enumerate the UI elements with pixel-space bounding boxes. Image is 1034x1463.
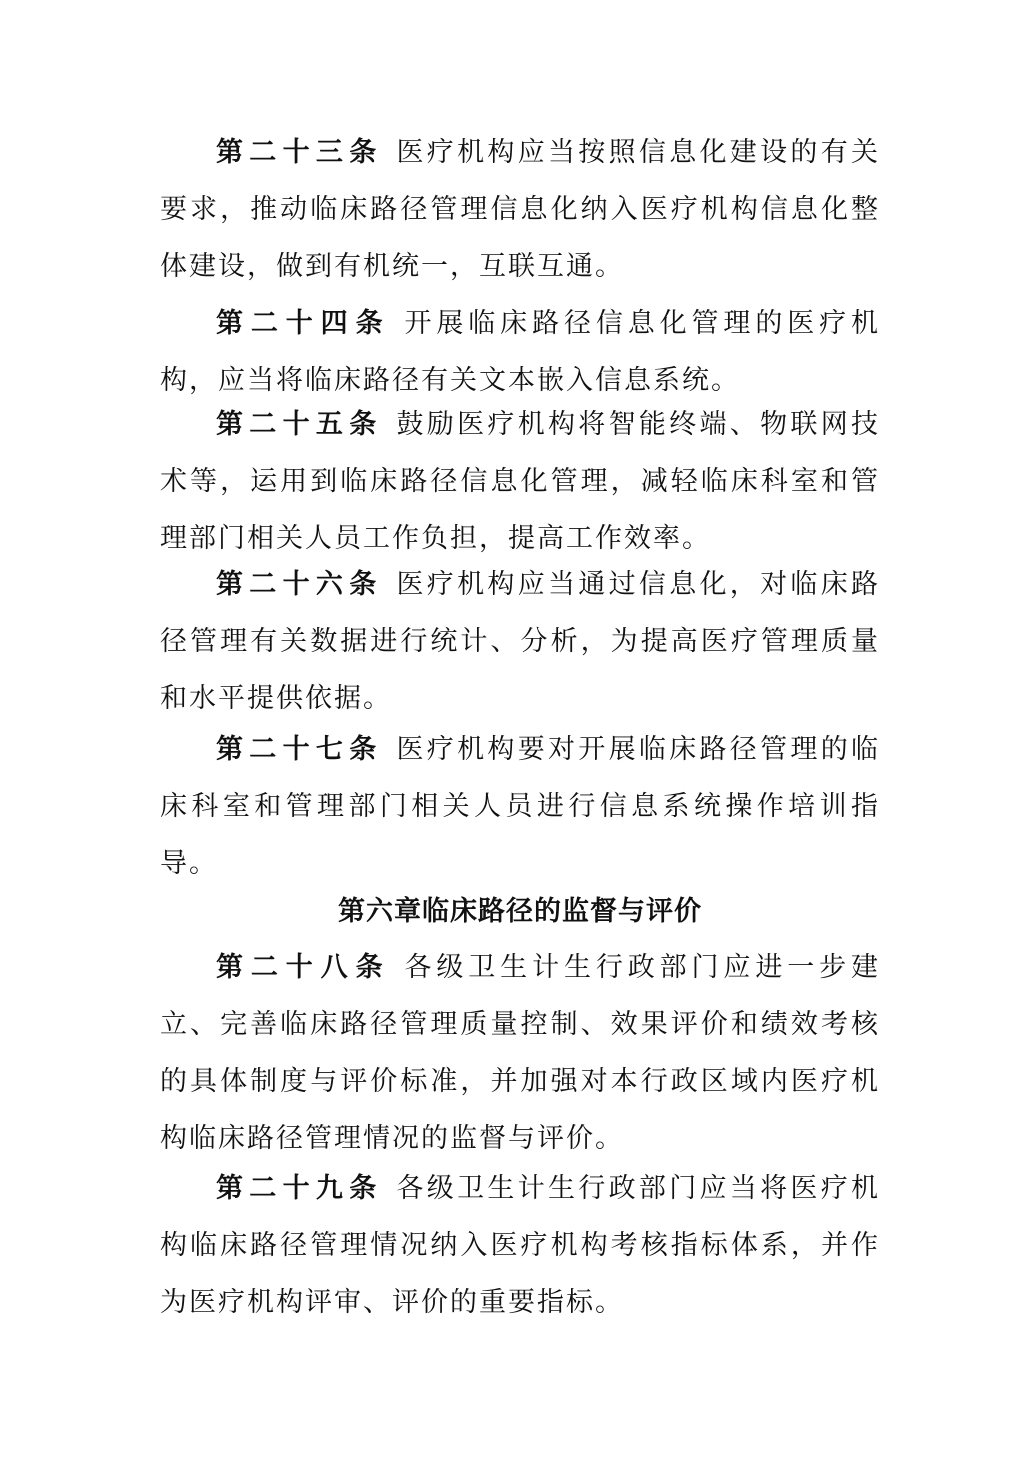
- article-number: 第二十七条: [216, 734, 383, 765]
- article-29: [160, 1160, 880, 1331]
- article-28: [160, 939, 880, 1167]
- article-text: 开展临床路径信息化管理的医疗机构，应当将临床路径有关文本嵌入信息系统。: [160, 308, 881, 396]
- article-number: 第二十九条: [216, 1173, 383, 1204]
- article-27: [160, 721, 880, 892]
- article-text: 各级卫生计生行政部门应当将医疗机构临床路径管理情况纳入医疗机构考核指标体系，并作为医疗机构评审、评价的重要指标。: [160, 1173, 880, 1318]
- article-text: 医疗机构应当通过信息化，对临床路径管理有关数据进行统计、分析，为提高医疗管理质量和水平提供依据。: [160, 569, 880, 714]
- article-number: 第二十八条: [216, 952, 391, 983]
- article-text: 鼓励医疗机构将智能终端、物联网技术等，运用到临床路径信息化管理，减轻临床科室和管理部门相关人员工作负担，提高工作效率。: [160, 409, 880, 554]
- article-number: 第二十四条: [216, 308, 391, 339]
- article-26: [160, 556, 880, 727]
- article-number: 第二十五条: [216, 409, 383, 440]
- article-25: [160, 396, 880, 567]
- article-number: 第二十三条: [216, 137, 383, 168]
- article-24: [160, 295, 880, 409]
- article-text: 医疗机构要对开展临床路径管理的临床科室和管理部门相关人员进行信息系统操作培训指导。: [160, 734, 880, 879]
- article-number: 第二十六条: [216, 569, 383, 600]
- article-text: 各级卫生计生行政部门应进一步建立、完善临床路径管理质量控制、效果评价和绩效考核的具体制度与评价标准，并加强对本行政区域内医疗机构临床路径管理情况的监督与评价。: [160, 952, 881, 1154]
- chapter-title: 第六章临床路径的监督与评价: [338, 896, 702, 927]
- article-text: 医疗机构应当按照信息化建设的有关要求，推动临床路径管理信息化纳入医疗机构信息化整体建设，做到有机统一，互联互通。: [160, 137, 880, 282]
- article-23: [160, 124, 880, 295]
